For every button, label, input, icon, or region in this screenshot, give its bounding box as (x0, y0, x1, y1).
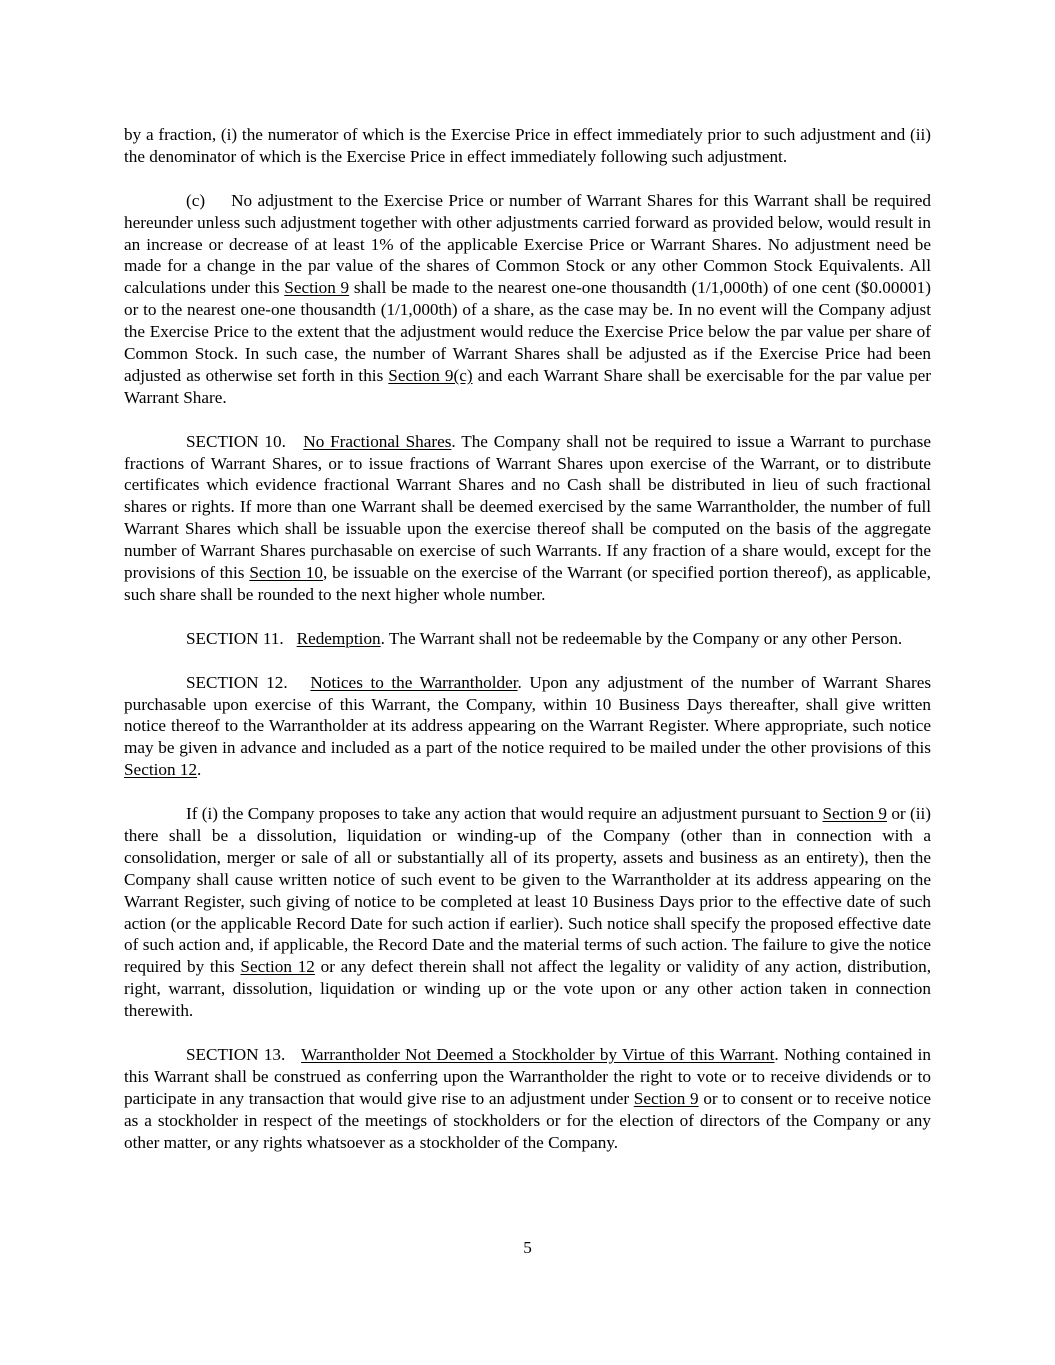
section-heading: Notices to the Warrantholder (310, 672, 518, 692)
paragraph-9c (124, 190, 931, 409)
section-reference: Section 9 (284, 278, 350, 298)
section-reference: Section 9 (633, 1088, 699, 1108)
section-12 (124, 672, 931, 782)
paragraph-notice-events (124, 803, 931, 1022)
paragraph-text: by a fraction, (i) the numerator of which is the Exercise Price in effect immediately prior to such adjustment and (ii) the denominator of which is the Exercise Price in effect immediately following such adjustment. (124, 125, 931, 166)
paragraph-text: . The Company shall not be required to issue a Warrant to purchase fractions of Warrant Shares, or to issue fractions of Warrant Shares upon exercise of the Warrant, or to distribute certificates which evidence fractional Warrant Shares and no Cash shall be distributed in lieu of such fractional shares or rights. If more than one Warrant shall be deemed exercised by the same Warrantholder, the number of full Warrant Shares which shall be issuable upon the exercise thereof shall be computed on the basis of the aggregate number of Warrant Shares purchasable on exercise of such Warrants. If any fraction of a share would, except for the provisions of this (124, 431, 931, 583)
paragraph-text: . The Warrant shall not be redeemable by the Company or any other Person. (380, 628, 903, 648)
section-reference: Section 9(c) (388, 365, 473, 385)
section-heading: Warrantholder Not Deemed a Stockholder by Virtue of this Warrant (301, 1044, 775, 1064)
page-number: 5 (523, 1238, 532, 1257)
paragraph-text: and each Warrant Share shall be exercisable for the par value per Warrant Share. (124, 365, 931, 407)
section-10 (124, 431, 931, 606)
paragraph-text: . (197, 760, 202, 780)
paragraph-text: shall be made to the nearest one-one thousandth (1/1,000th) of one cent ($0.00001) or to the nearest one-one thousandth (1/1,000th) of a share, as the case may be. In no event will the Company adjust the Exercise Price to the extent that the adjustment would reduce the Exercise Price below the par value per share of Common Stock. In such case, the number of Warrant Shares shall be adjusted as if the Exercise Price had been adjusted as otherwise set forth in this (124, 278, 931, 385)
section-reference: Section 12 (240, 957, 315, 977)
section-number: SECTION 13. (186, 1044, 286, 1064)
section-reference: Section 10 (249, 563, 323, 583)
subsection-label: (c) (186, 190, 206, 210)
paragraph-text: , be issuable on the exercise of the Warrant (or specified portion thereof), as applicable, such share shall be rounded to the next higher whole number. (124, 563, 931, 604)
document-body (124, 124, 931, 1175)
paragraph-continuation (124, 124, 931, 168)
section-reference: Section 9 (822, 804, 887, 824)
paragraph-text: No adjustment to the Exercise Price or number of Warrant Shares for this Warrant shall be required hereunder unless such adjustment together with other adjustments carried forward as provided below, would result in an increase or decrease of at least 1% of the applicable Exercise Price or Warrant Shares. No adjustment need be made for a change in the par value of the shares of Common Stock or any other Common Stock Equivalents. All calculations under this (124, 190, 931, 298)
section-number: SECTION 11. (186, 628, 284, 648)
paragraph-text: or to consent or to receive notice as a stockholder in respect of the meetings of stockholders or for the election of directors of the Company or any other matter, or any rights whatsoever as a stockholder of the Company. (124, 1088, 931, 1152)
section-number: SECTION 12. (186, 672, 288, 692)
section-heading: No Fractional Shares (303, 431, 452, 451)
section-11 (124, 628, 931, 650)
section-reference: Section 12 (124, 760, 198, 780)
paragraph-text: . Nothing contained in this Warrant shall be construed as conferring upon the Warrantholder the right to vote or to receive dividends or to participate in any transaction that would give rise to an adjustment under (124, 1044, 931, 1108)
section-heading: Redemption (296, 628, 381, 648)
paragraph-text: . Upon any adjustment of the number of Warrant Shares purchasable upon exercise of this Warrant, the Company, within 10 Business Days thereafter, shall give written notice thereof to the Warrantholder at its address appearing on the Warrant Register. Where appropriate, such notice may be given in advance and included as a part of the notice required to be mailed under the other provisions of this (124, 672, 932, 758)
paragraph-text: If (i) the Company proposes to take any action that would require an adjustment pursuant to (186, 804, 823, 824)
section-number: SECTION 10. (186, 431, 286, 451)
paragraph-text: or any defect therein shall not affect the legality or validity of any action, distribution, right, warrant, dissolution, liquidation or winding up or the vote upon or any other action taken in connection therewith. (124, 957, 931, 1021)
paragraph-text: or (ii) there shall be a dissolution, liquidation or winding-up of the Company (other than in connection with a consolidation, merger or sale of all or substantially all of its property, assets and business as an entirety), then the Company shall cause written notice of such event to be given to the Warrantholder at its address appearing on the Warrant Register, such giving of notice to be completed at least 10 Business Days prior to the effective date of such action (or the applicable Record Date for such action if earlier). Such notice shall specify the proposed effective date of such action and, if applicable, the Record Date and the material terms of such action. The failure to give the notice required by this (124, 804, 931, 977)
section-13 (124, 1044, 931, 1154)
